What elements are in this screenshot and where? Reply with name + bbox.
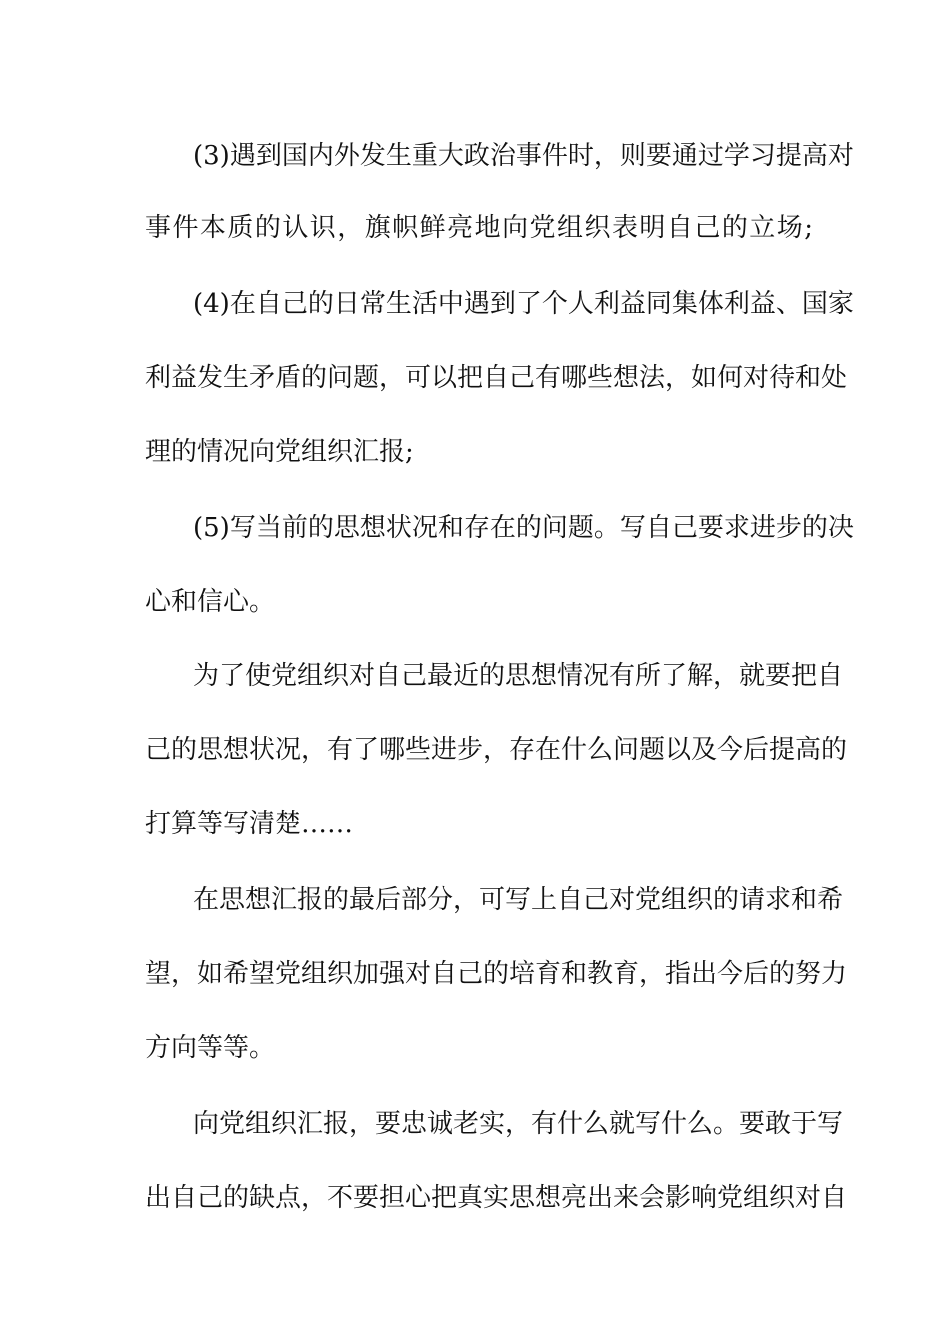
text-line: 事件本质的认识，旗帜鲜亮地向党组织表明自己的立场;	[145, 213, 813, 243]
text-line: (3)遇到国内外发生重大政治事件时，则要通过学习提高对	[193, 141, 854, 171]
text-line: 出自己的缺点，不要担心把真实思想亮出来会影响党组织对自	[145, 1183, 848, 1213]
text-line: 为了使党组织对自己最近的思想情况有所了解，就要把自	[193, 661, 844, 691]
text-line: 在思想汇报的最后部分，可写上自己对党组织的请求和希	[193, 885, 844, 915]
text-line: 打算等写清楚……	[145, 809, 354, 839]
text-line: 心和信心。	[145, 587, 276, 617]
text-line: (5)写当前的思想状况和存在的问题。写自己要求进步的决	[193, 513, 854, 543]
text-line: 望，如希望党组织加强对自己的培育和教育，指出今后的努力	[145, 959, 848, 989]
text-line: 向党组织汇报，要忠诚老实，有什么就写什么。要敢于写	[193, 1109, 844, 1139]
text-line: 己的思想状况，有了哪些进步，存在什么问题以及今后提高的	[145, 735, 848, 765]
text-line: (4)在自己的日常生活中遇到了个人利益同集体利益、国家	[193, 289, 854, 319]
text-line: 理的情况向党组织汇报;	[145, 437, 414, 467]
text-line: 利益发生矛盾的问题，可以把自己有哪些想法，如何对待和处	[145, 363, 848, 393]
text-line: 方向等等。	[145, 1033, 276, 1063]
